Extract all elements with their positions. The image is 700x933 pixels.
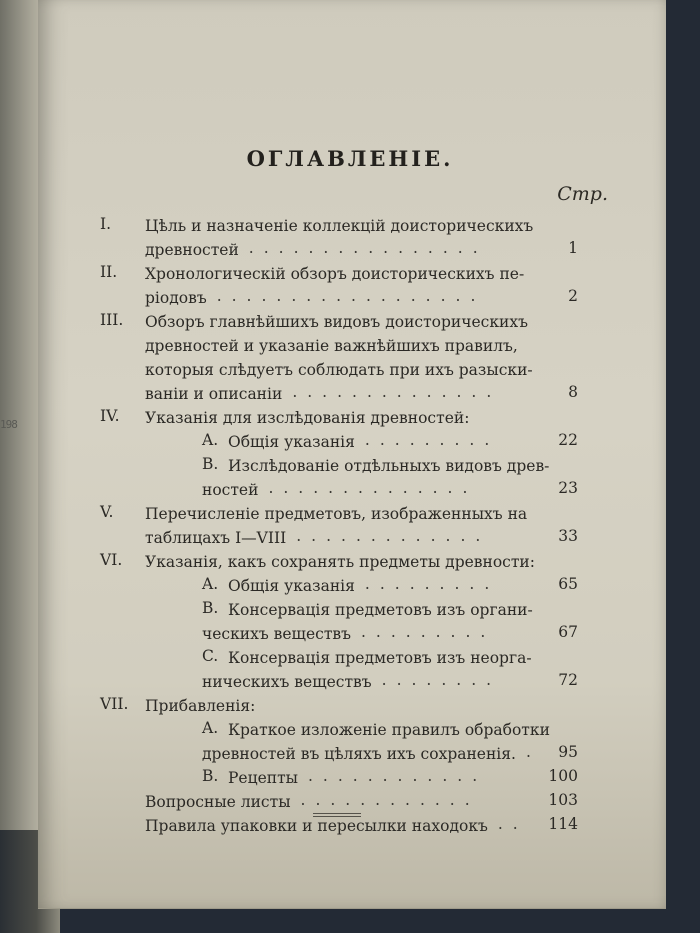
leader-dots: ............: [308, 767, 488, 785]
subsection-letter: B.: [202, 455, 219, 473]
leader-dots: .........: [364, 431, 500, 449]
page-number: 8: [568, 383, 578, 401]
subsection-letter: B.: [202, 767, 219, 785]
section-title-line: которыя слѣдуетъ соблюдать при ихъ разыски-: [145, 361, 533, 379]
subsection-title-line: ческихъ веществъ: [202, 625, 351, 643]
library-stamp: 198: [0, 418, 17, 431]
section-title-line: Хронологическій обзоръ доисторическихъ пе-: [145, 265, 525, 283]
section-title-line: Перечисленіе предметовъ, изображенныхъ на: [145, 505, 528, 523]
section-title-line: Указанія, какъ сохранять предметы древности:: [145, 553, 535, 571]
section-number: VI.: [100, 551, 123, 569]
section-number: I.: [100, 215, 112, 233]
subsection-title-line: ническихъ веществъ: [202, 673, 372, 691]
page-number: 67: [558, 623, 578, 641]
section-number: III.: [100, 311, 124, 329]
section-title-line: Указанія для изслѣдованія древностей:: [145, 409, 470, 427]
leader-dots: ..................: [216, 287, 486, 305]
subsection-letter: A.: [202, 575, 219, 593]
leader-dots: ..: [497, 815, 528, 833]
subsection-title-line: Краткое изложеніе правилъ обработки: [228, 721, 550, 739]
page-number: 1: [568, 239, 578, 257]
leader-dots: .........: [364, 575, 500, 593]
section-title-line: древностей и указаніе важнѣйшихъ правилъ,: [145, 337, 518, 355]
section-title-line: Обзоръ главнѣйшихъ видовъ доисторическихъ: [145, 313, 528, 331]
subsection-title-line: ностей: [202, 481, 259, 499]
page-title: ОГЛАВЛЕНІЕ.: [246, 146, 454, 171]
leader-dots: ................: [248, 239, 488, 257]
leader-dots: ........: [381, 671, 502, 689]
leader-dots: .........: [360, 623, 496, 641]
section-title-line: Цѣль и назначеніе коллекцій доисторическихъ: [145, 217, 534, 235]
page-number: 2: [568, 287, 578, 305]
section-number: VII.: [100, 695, 129, 713]
page-number: 22: [558, 431, 578, 449]
page-number: 103: [548, 791, 578, 809]
leader-dots: ..............: [268, 479, 478, 497]
page-number: 33: [558, 527, 578, 545]
subsection-title-line: Изслѣдованіе отдѣльныхъ видовъ древ-: [228, 457, 550, 475]
page-number: 100: [548, 767, 578, 785]
page-number: 23: [558, 479, 578, 497]
page-number: 95: [558, 743, 578, 761]
section-number: IV.: [100, 407, 120, 425]
leader-dots: .: [525, 743, 541, 761]
page-number: 114: [548, 815, 578, 833]
section-title-line: древностей: [145, 241, 239, 259]
leader-dots: ..............: [292, 383, 502, 401]
section-number: II.: [100, 263, 118, 281]
closing-rule: [313, 813, 361, 817]
subsection-title-line: Консервація предметовъ изъ неорга-: [228, 649, 532, 667]
entry-title-line: Правила упаковки и пересылки находокъ: [145, 817, 488, 835]
subsection-title-line: Общія указанія: [228, 577, 355, 595]
subsection-title-line: древностей въ цѣляхъ ихъ сохраненія.: [202, 745, 516, 763]
subsection-letter: A.: [202, 431, 219, 449]
subsection-title-line: Общія указанія: [228, 433, 355, 451]
subsection-letter: C.: [202, 647, 219, 665]
subsection-title-line: Консервація предметовъ изъ органи-: [228, 601, 533, 619]
page-number: 65: [558, 575, 578, 593]
section-title-line: таблицахъ I—VIII: [145, 529, 287, 547]
page-number: 72: [558, 671, 578, 689]
leader-dots: .............: [296, 527, 491, 545]
entry-title-line: Вопросные листы: [145, 793, 291, 811]
subsection-letter: B.: [202, 599, 219, 617]
section-title-line: ріодовъ: [145, 289, 207, 307]
section-title-line: Прибавленія:: [145, 697, 256, 715]
section-title-line: ваніи и описаніи: [145, 385, 283, 403]
leader-dots: ............: [300, 791, 480, 809]
page-column-label: Стр.: [557, 183, 608, 205]
subsection-letter: A.: [202, 719, 219, 737]
subsection-title-line: Рецепты: [228, 769, 298, 787]
section-number: V.: [100, 503, 114, 521]
